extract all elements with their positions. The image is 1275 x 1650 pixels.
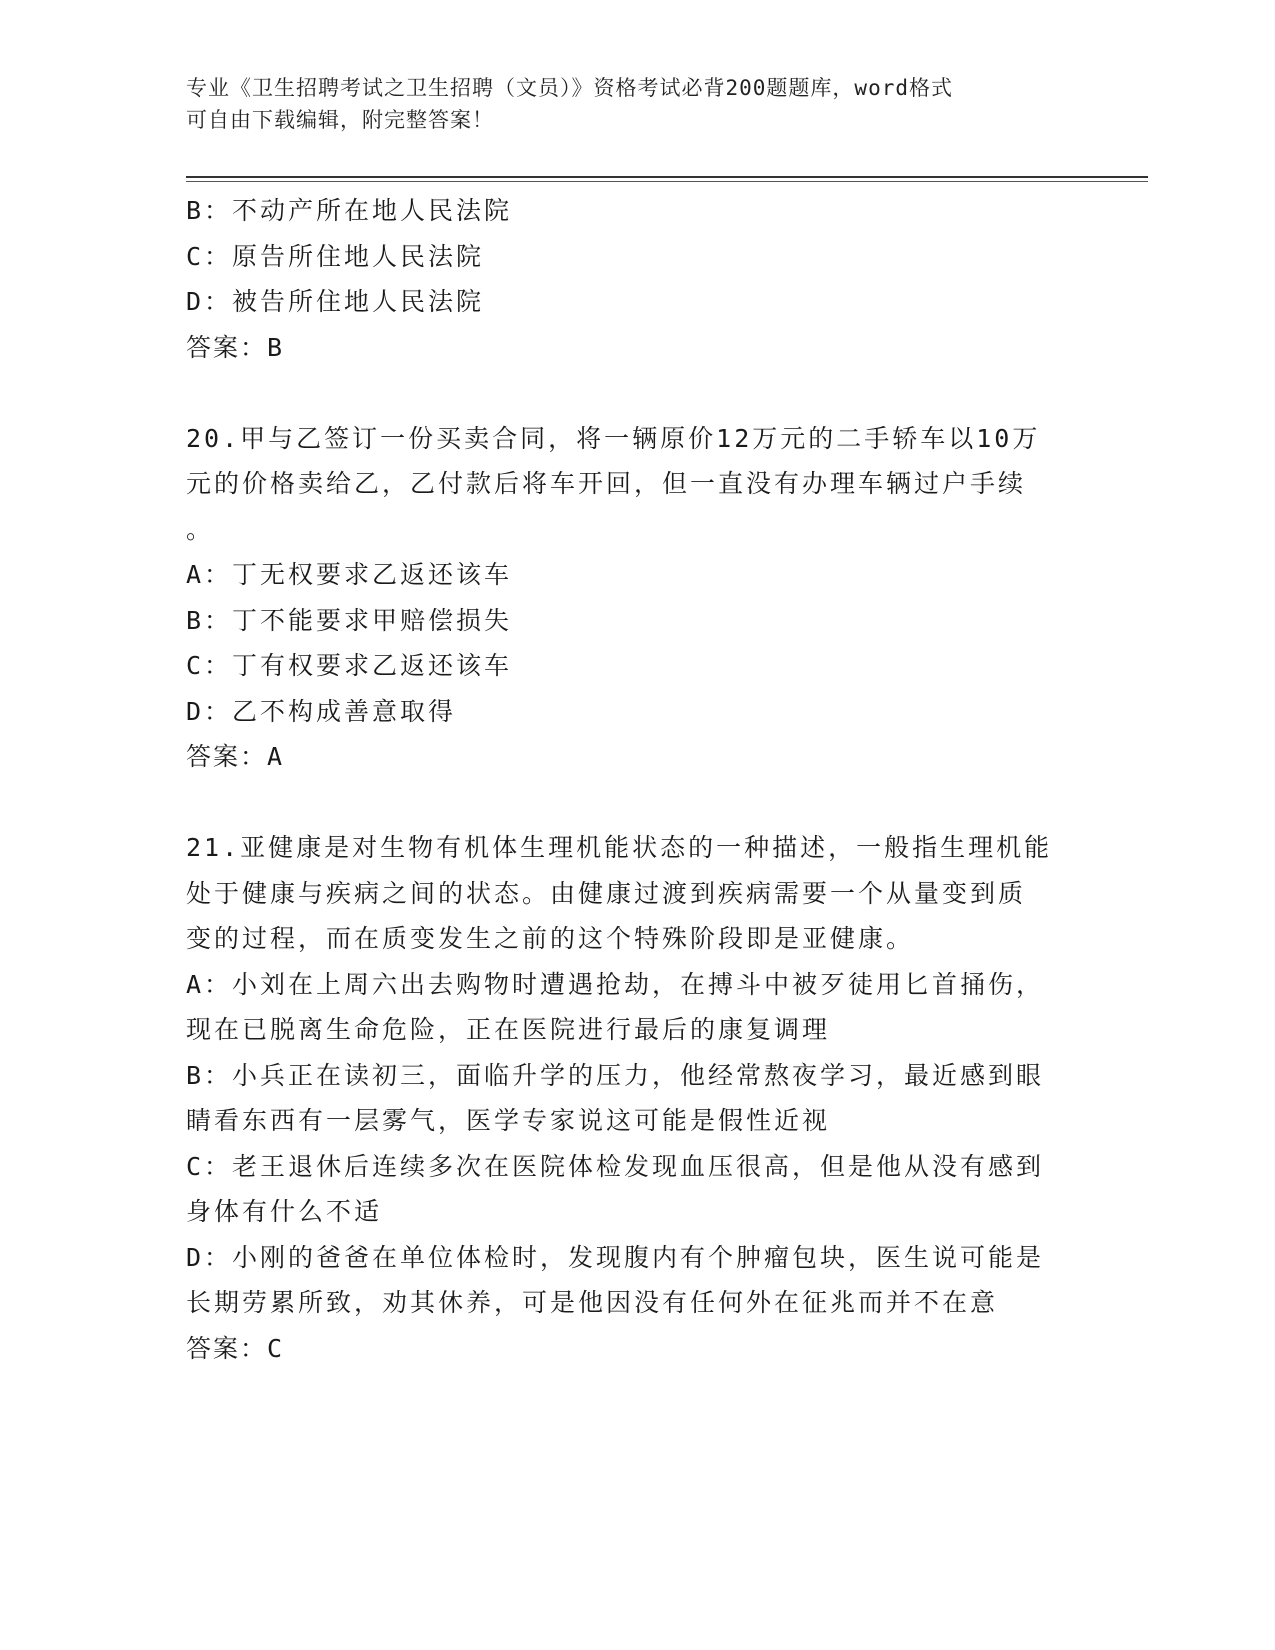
option-d: D：被告所住地人民法院 bbox=[186, 287, 485, 316]
option-b: B：小兵正在读初三，面临升学的压力，他经常熬夜学习，最近感到眼 bbox=[186, 1060, 1045, 1090]
option-d: D：乙不构成善意取得 bbox=[186, 696, 457, 726]
answer-line: 答案：A bbox=[186, 742, 285, 771]
option-a-continued: 现在已脱离生命危险，正在医院进行最后的康复调理 bbox=[186, 1015, 831, 1044]
question-stem-line: 。 bbox=[186, 514, 215, 544]
option-c: C：丁有权要求乙返还该车 bbox=[186, 651, 513, 680]
spacer bbox=[186, 780, 1086, 826]
question-21 bbox=[186, 825, 1086, 1371]
option-d: D：小刚的爸爸在单位体检时，发现腹内有个肿瘤包块，医生说可能是 bbox=[186, 1242, 1045, 1272]
header-line-1: 专业《卫生招聘考试之卫生招聘（文员）》资格考试必背200题题库，word格式 bbox=[186, 76, 953, 100]
question-stem-line: 20.甲与乙签订一份买卖合同，将一辆原价12万元的二手轿车以10万 bbox=[186, 423, 1041, 453]
question-stem-line: 处于健康与疾病之间的状态。由健康过渡到疾病需要一个从量变到质 bbox=[186, 878, 1027, 908]
question-20 bbox=[186, 416, 1086, 780]
option-b-continued: 睛看东西有一层雾气，医学专家说这可能是假性近视 bbox=[186, 1106, 831, 1135]
document-header bbox=[186, 72, 1066, 136]
question-19-tail bbox=[186, 188, 1086, 370]
header-rule-thick bbox=[186, 176, 1148, 178]
option-a: A：小刘在上周六出去购物时遭遇抢劫，在搏斗中被歹徒用匕首捅伤， bbox=[186, 969, 1045, 999]
question-stem-line: 元的价格卖给乙，乙付款后将车开回，但一直没有办理车辆过户手续 bbox=[186, 469, 1027, 498]
question-stem-line: 变的过程，而在质变发生之前的这个特殊阶段即是亚健康。 bbox=[186, 924, 915, 953]
option-c-continued: 身体有什么不适 bbox=[186, 1197, 383, 1226]
spacer bbox=[186, 370, 1086, 416]
question-stem-line: 21.亚健康是对生物有机体生理机能状态的一种描述，一般指生理机能 bbox=[186, 833, 1053, 862]
option-d-continued: 长期劳累所致，劝其休养，可是他因没有任何外在征兆而并不在意 bbox=[186, 1288, 999, 1317]
option-b: B：不动产所在地人民法院 bbox=[186, 196, 513, 225]
answer-line: 答案：C bbox=[186, 1333, 285, 1363]
option-c: C：原告所住地人民法院 bbox=[186, 241, 485, 271]
option-c: C：老王退休后连续多次在医院体检发现血压很高，但是他从没有感到 bbox=[186, 1151, 1045, 1181]
document-body bbox=[186, 188, 1086, 1371]
header-rule-thin bbox=[186, 181, 1148, 182]
option-b: B：丁不能要求甲赔偿损失 bbox=[186, 605, 513, 635]
answer-line: 答案：B bbox=[186, 332, 285, 362]
header-line-2: 可自由下载编辑，附完整答案！ bbox=[186, 108, 494, 132]
option-a: A：丁无权要求乙返还该车 bbox=[186, 560, 513, 589]
